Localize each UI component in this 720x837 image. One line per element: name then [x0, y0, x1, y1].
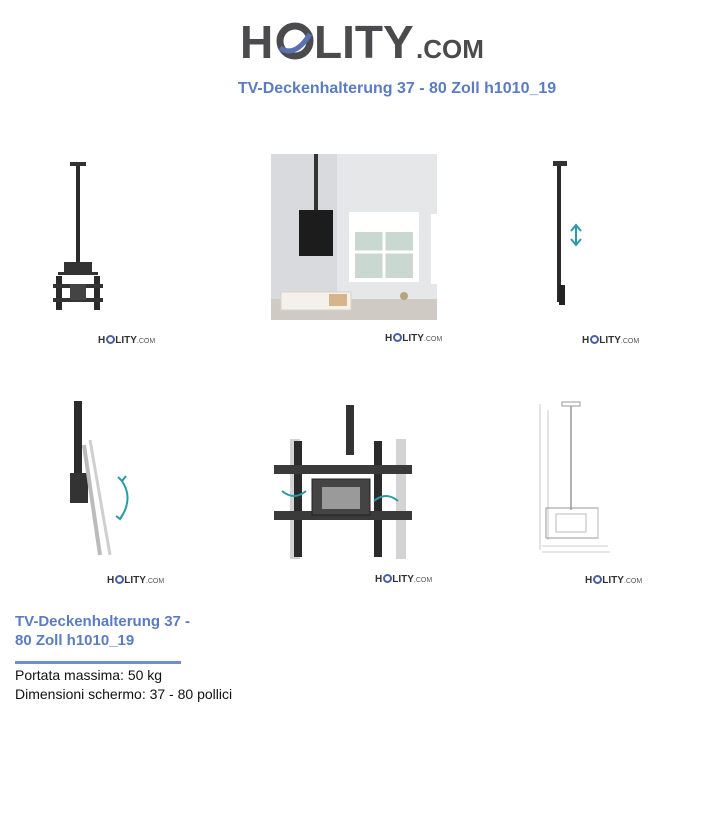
watermark-6: H LITY.COM: [585, 575, 643, 586]
gallery-image-4[interactable]: [60, 395, 150, 565]
watermark-1: H LITY.COM: [98, 335, 156, 346]
spec-max-load: Portata massima: 50 kg: [15, 667, 163, 683]
heading-divider: [15, 661, 181, 664]
logo-suffix: .COM: [416, 34, 484, 64]
watermark-3: H LITY.COM: [582, 335, 640, 346]
gallery-image-6[interactable]: [528, 400, 618, 560]
logo-letters-lity: LITY: [314, 16, 414, 66]
gallery-image-2[interactable]: [271, 154, 437, 320]
logo-letter-h: H: [240, 16, 274, 66]
product-heading-line-2: 80 Zoll h1010_19: [15, 632, 135, 649]
gallery-image-1[interactable]: [40, 150, 120, 320]
watermark-5: H LITY.COM: [375, 574, 433, 585]
product-heading-line-1: TV-Deckenhalterung 37 -: [15, 613, 191, 630]
site-logo[interactable]: [240, 14, 485, 66]
spec-screen-size: Dimensioni schermo: 37 - 80 pollici: [15, 686, 233, 702]
gallery-image-5[interactable]: [270, 405, 425, 565]
product-heading: [15, 612, 225, 650]
watermark-4: H LITY.COM: [107, 575, 165, 586]
watermark-2: H LITY.COM: [385, 333, 443, 344]
page-title: TV-Deckenhalterung 37 - 80 Zoll h1010_19: [237, 80, 557, 97]
gallery-image-3[interactable]: [540, 155, 600, 320]
logo-ring-icon: [280, 26, 310, 56]
